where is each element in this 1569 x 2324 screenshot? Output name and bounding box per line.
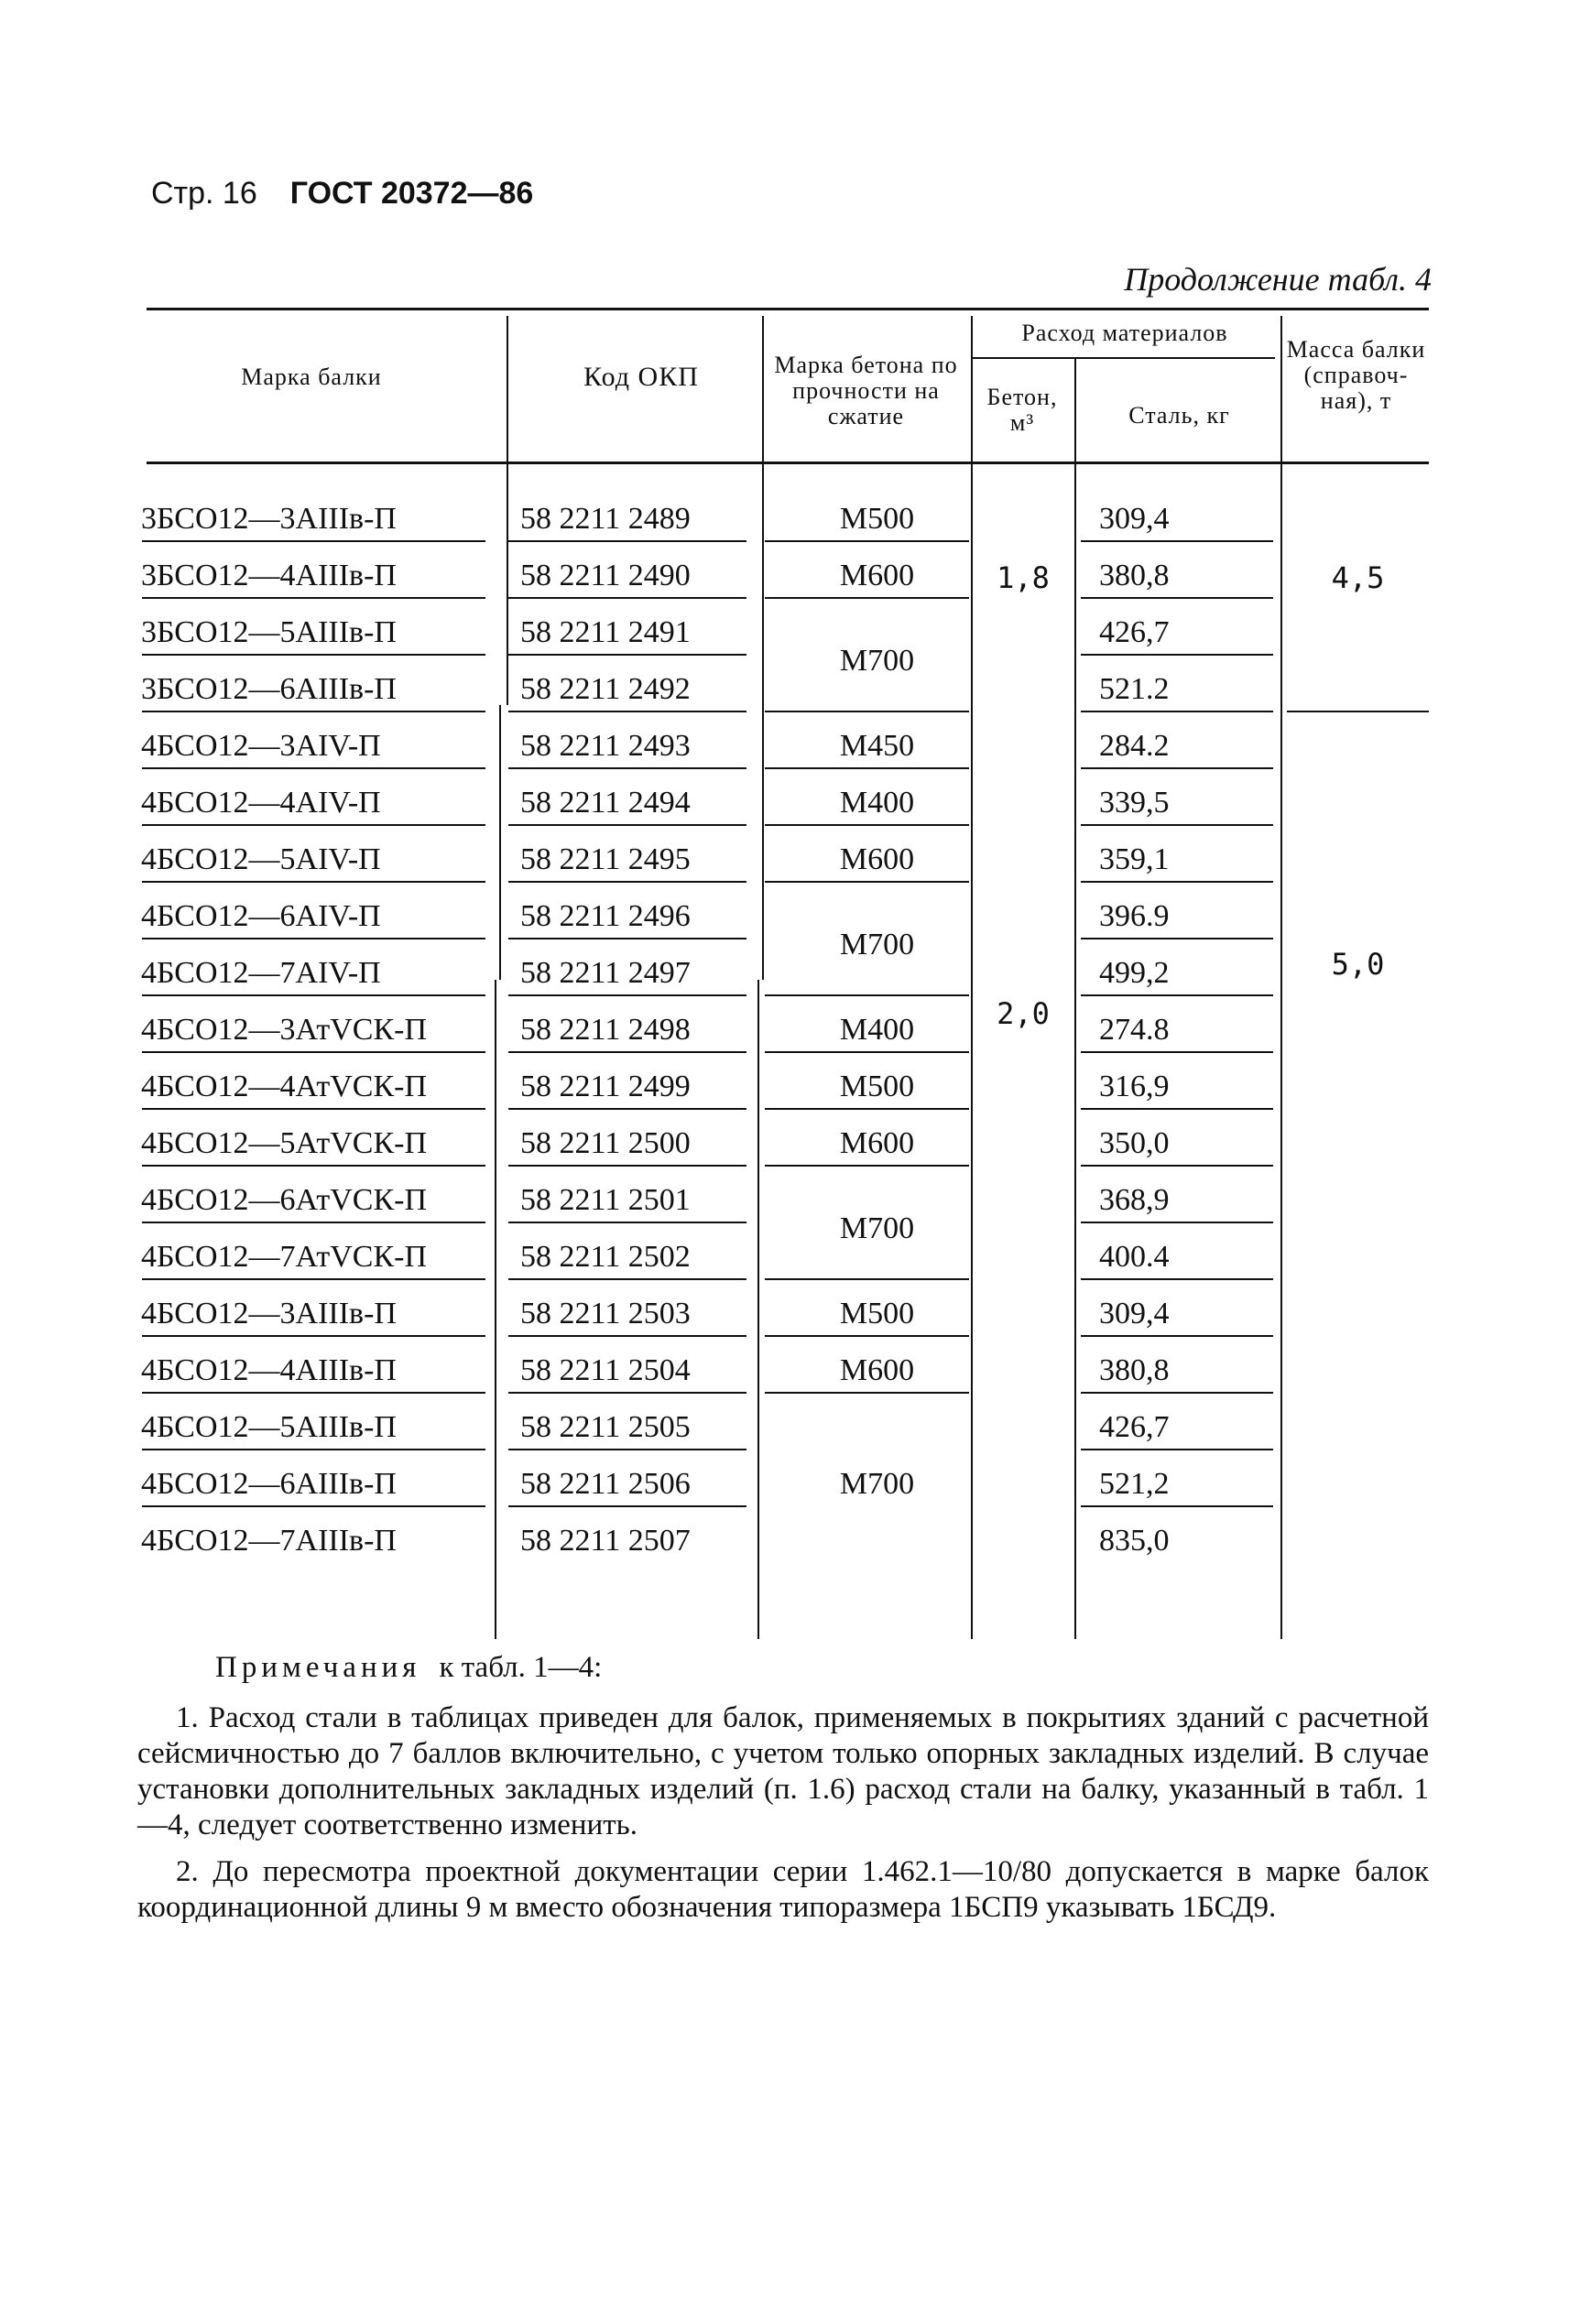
row-mark: 4БСО12—7АтVСК-П bbox=[141, 1240, 428, 1274]
row-steel: 499,2 bbox=[1099, 956, 1170, 990]
row-steel: 396.9 bbox=[1099, 899, 1170, 933]
row-okp: 58 2211 2499 bbox=[520, 1070, 691, 1103]
row-okp: 58 2211 2497 bbox=[520, 956, 691, 990]
header-okp: Код ОКП bbox=[583, 362, 699, 392]
row-mark: 4БСО12—5АIIIв-П bbox=[141, 1410, 397, 1444]
concrete-grade-cell: М600 bbox=[839, 1353, 915, 1387]
concrete-volume-cell: 1,8 bbox=[997, 560, 1050, 595]
concrete-grade-cell: М700 bbox=[839, 644, 915, 678]
row-mark: 4БСО12—3АIIIв-П bbox=[141, 1297, 397, 1330]
row-okp: 58 2211 2489 bbox=[520, 502, 691, 536]
standard-number: ГОСТ 20372—86 bbox=[289, 176, 534, 211]
row-okp: 58 2211 2494 bbox=[520, 786, 691, 820]
row-okp: 58 2211 2500 bbox=[520, 1126, 691, 1160]
notes-title bbox=[137, 1650, 1429, 1686]
row-mark: 4БСО12—6АтVСК-П bbox=[141, 1183, 428, 1217]
header-mass: Масса балки (справоч-ная), т bbox=[1286, 336, 1426, 414]
row-mark: 4БСО12—4АтVСК-П bbox=[141, 1070, 428, 1103]
row-mark: 3БСО12—6АIIIв-П bbox=[141, 672, 397, 706]
concrete-grade-cell: М500 bbox=[839, 502, 915, 536]
note-item: 1. Расход стали в таблицах приведен для балок, применяемых в покрытиях зданий с расчетной сейсмичностью до 7 баллов включительно, с учетом только опорных закладных изделий. В случае установки дополнительных закладных изделий (п. 1.6) расход стали на балку, указанный в табл. 1—4, следует соответственно изменить. bbox=[137, 1701, 1429, 1841]
row-okp: 58 2211 2505 bbox=[520, 1410, 691, 1444]
row-mark: 4БСО12—3АтVСК-П bbox=[141, 1013, 428, 1047]
row-steel: 284.2 bbox=[1099, 729, 1170, 763]
row-steel: 368,9 bbox=[1099, 1183, 1170, 1217]
row-steel: 426,7 bbox=[1099, 1410, 1170, 1444]
concrete-volume-cell: 2,0 bbox=[997, 996, 1050, 1031]
concrete-grade-cell: М700 bbox=[839, 1211, 915, 1245]
row-steel: 380,8 bbox=[1099, 1353, 1170, 1387]
row-okp: 58 2211 2490 bbox=[520, 559, 691, 592]
concrete-grade-cell: М700 bbox=[839, 1467, 915, 1501]
row-mark: 3БСО12—5АIIIв-П bbox=[141, 615, 397, 649]
row-steel: 339,5 bbox=[1099, 786, 1170, 820]
mass-cell: 5,0 bbox=[1331, 947, 1385, 982]
header-mark: Марка балки bbox=[241, 364, 382, 390]
mass-cell: 4,5 bbox=[1331, 560, 1385, 595]
row-mark: 4БСО12—6АIV-П bbox=[141, 899, 381, 933]
header-concrete: Бетон, м³ bbox=[986, 384, 1058, 436]
row-okp: 58 2211 2502 bbox=[520, 1240, 691, 1274]
row-okp: 58 2211 2501 bbox=[520, 1183, 691, 1217]
notes-title-word: Примечания bbox=[215, 1651, 421, 1684]
row-mark: 4БСО12—5АтVСК-П bbox=[141, 1126, 428, 1160]
concrete-grade-cell: М600 bbox=[839, 559, 915, 592]
row-steel: 274.8 bbox=[1099, 1013, 1170, 1047]
row-steel: 426,7 bbox=[1099, 615, 1170, 649]
row-steel: 400.4 bbox=[1099, 1240, 1170, 1274]
row-mark: 4БСО12—3АIV-П bbox=[141, 729, 381, 763]
row-steel: 316,9 bbox=[1099, 1070, 1170, 1103]
row-mark: 3БСО12—4АIIIв-П bbox=[141, 559, 397, 592]
row-okp: 58 2211 2493 bbox=[520, 729, 691, 763]
row-okp: 58 2211 2495 bbox=[520, 842, 691, 876]
concrete-grade-cell: М600 bbox=[839, 842, 915, 876]
row-okp: 58 2211 2498 bbox=[520, 1013, 691, 1047]
row-steel: 380,8 bbox=[1099, 559, 1170, 592]
header-concrete-grade: Марка бетона по прочности на сжатие bbox=[774, 352, 958, 429]
row-steel: 350,0 bbox=[1099, 1126, 1170, 1160]
concrete-grade-cell: М500 bbox=[839, 1297, 915, 1330]
notes bbox=[137, 1650, 1429, 1926]
row-okp: 58 2211 2492 bbox=[520, 672, 691, 706]
row-mark: 4БСО12—5АIV-П bbox=[141, 842, 381, 876]
concrete-grade-cell: М400 bbox=[839, 786, 915, 820]
row-okp: 58 2211 2503 bbox=[520, 1297, 691, 1330]
concrete-grade-cell: М400 bbox=[839, 1013, 915, 1047]
concrete-grade-cell: М700 bbox=[839, 928, 915, 961]
row-steel: 309,4 bbox=[1099, 502, 1170, 536]
note-item: 2. До пересмотра проектной документации серии 1.462.1—10/80 допускается в марке балок координационной длины 9 м вместо обозначения типоразмера 1БСП9 указывать 1БСД9. bbox=[137, 1855, 1429, 1924]
row-okp: 58 2211 2491 bbox=[520, 615, 691, 649]
row-mark: 3БСО12—3АIIIв-П bbox=[141, 502, 397, 536]
header-steel: Сталь, кг bbox=[1128, 402, 1230, 429]
row-okp: 58 2211 2506 bbox=[520, 1467, 691, 1501]
notes-title-ref: к табл. 1—4: bbox=[439, 1651, 603, 1684]
row-mark: 4БСО12—4АIV-П bbox=[141, 786, 381, 820]
header-materials: Расход материалов bbox=[1021, 320, 1228, 346]
concrete-grade-cell: М500 bbox=[839, 1070, 915, 1103]
concrete-grade-cell: М450 bbox=[839, 729, 915, 763]
row-mark: 4БСО12—4АIIIв-П bbox=[141, 1353, 397, 1387]
row-okp: 58 2211 2507 bbox=[520, 1524, 691, 1558]
row-steel: 521,2 bbox=[1099, 1467, 1170, 1501]
row-steel: 309,4 bbox=[1099, 1297, 1170, 1330]
row-steel: 521.2 bbox=[1099, 672, 1170, 706]
page-number: Стр. 16 bbox=[151, 176, 257, 211]
row-okp: 58 2211 2504 bbox=[520, 1353, 691, 1387]
row-mark: 4БСО12—7АIIIв-П bbox=[141, 1524, 397, 1558]
row-steel: 835,0 bbox=[1099, 1524, 1170, 1558]
row-mark: 4БСО12—6АIIIв-П bbox=[141, 1467, 397, 1501]
row-okp: 58 2211 2496 bbox=[520, 899, 691, 933]
table-continuation: Продолжение табл. 4 bbox=[1124, 261, 1432, 298]
row-steel: 359,1 bbox=[1099, 842, 1170, 876]
row-mark: 4БСО12—7АIV-П bbox=[141, 956, 381, 990]
concrete-grade-cell: М600 bbox=[839, 1126, 915, 1160]
